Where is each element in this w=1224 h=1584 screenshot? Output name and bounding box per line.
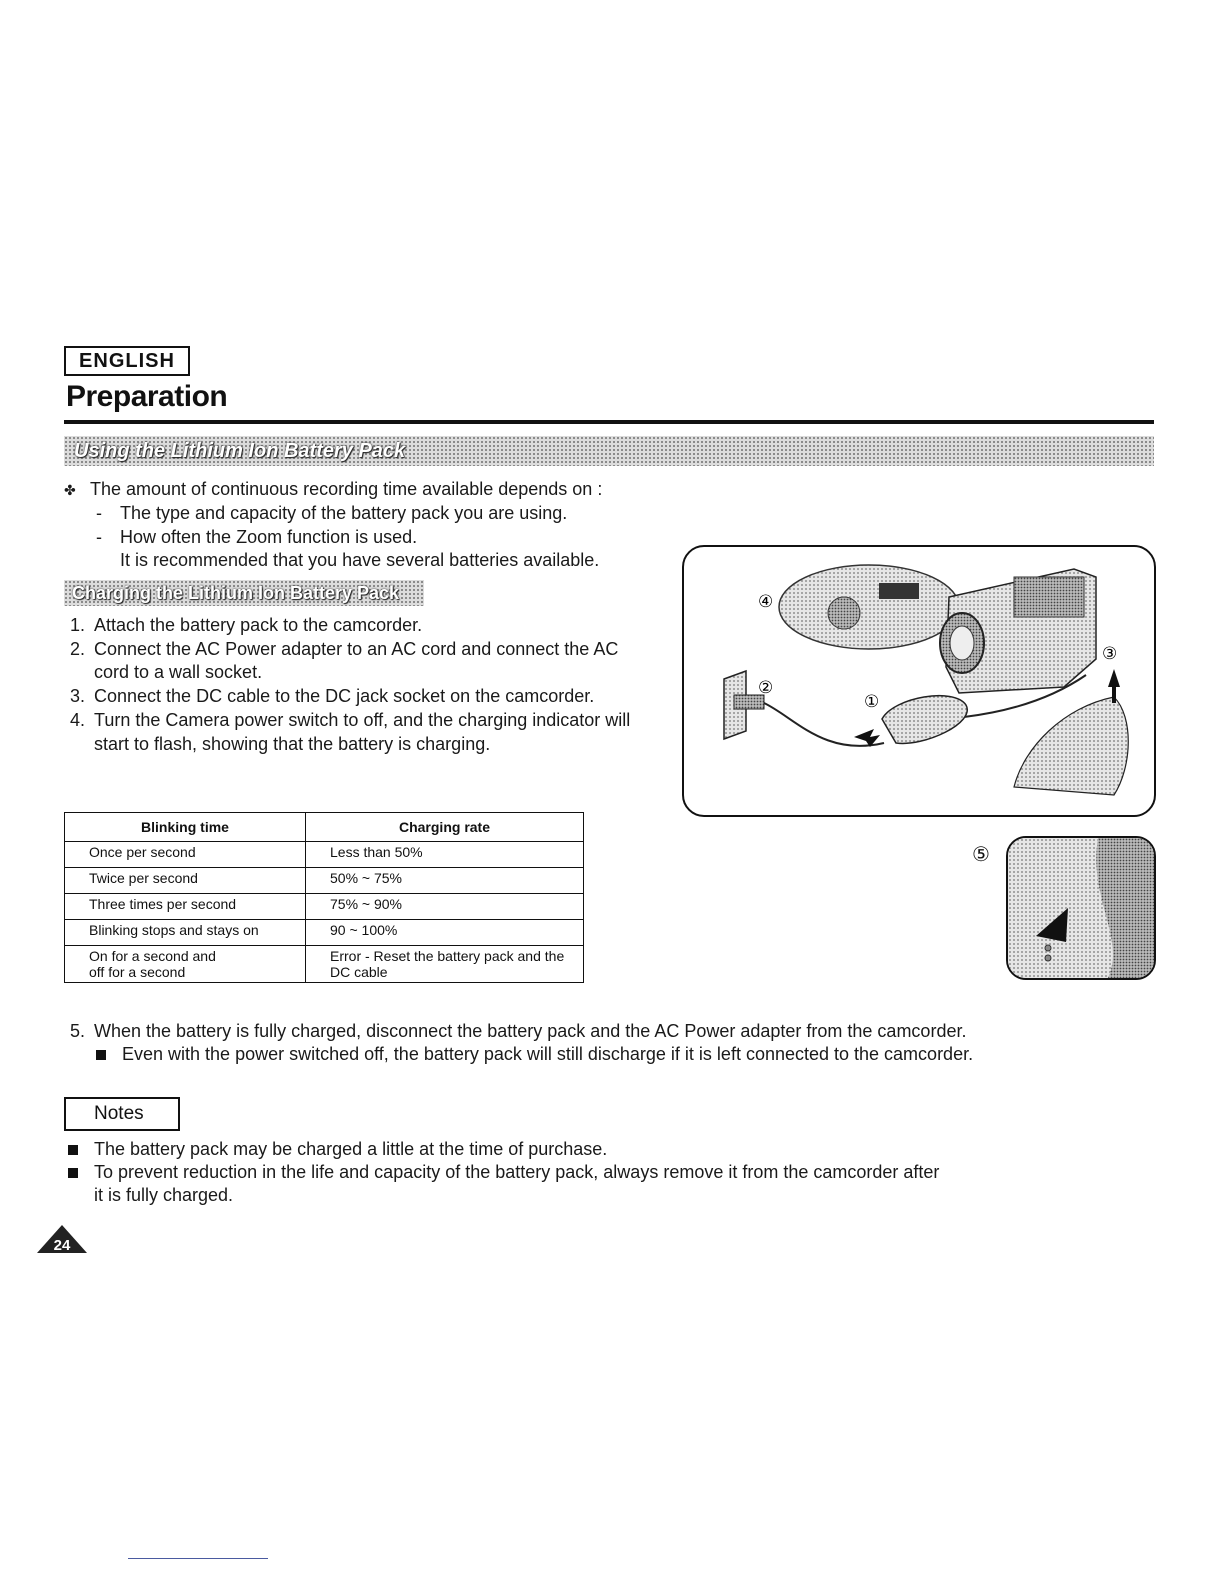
table-row	[65, 920, 584, 946]
note-item	[68, 1138, 607, 1160]
callout-1: ①	[864, 692, 880, 712]
square-bullet-icon	[96, 1050, 106, 1060]
subsection-title: Charging the Lithium Ion Battery Pack	[72, 583, 400, 603]
section-title: Using the Lithium Ion Battery Pack	[74, 440, 406, 462]
step-text: Connect the AC Power adapter to an AC cord and connect the AC	[94, 639, 619, 659]
table-cell: Three times per second	[65, 894, 306, 920]
table-cell: Twice per second	[65, 868, 306, 894]
camcorder-charging-diagram	[684, 547, 1154, 815]
step-number: 3.	[70, 686, 86, 706]
step-text: Attach the battery pack to the camcorder.	[94, 615, 423, 635]
callout-2: ②	[758, 678, 774, 698]
step-item	[70, 685, 594, 707]
step-item	[70, 709, 630, 731]
dash-bullet: -	[96, 503, 102, 523]
step-text: Turn the Camera power switch to off, and the charging indicator will	[94, 710, 631, 730]
battery-closeup	[1014, 697, 1128, 795]
page-number: 24	[53, 1237, 71, 1254]
dash-bullet: -	[96, 527, 102, 547]
step-text: When the battery is fully charged, disconnect the battery pack and the AC Power adapter from the camcorder.	[94, 1021, 967, 1041]
table-cell: Less than 50%	[306, 842, 584, 868]
step-number: 5.	[70, 1021, 86, 1041]
step-number: 2.	[70, 639, 86, 659]
table-cell: 75% ~ 90%	[306, 894, 584, 920]
title-rule	[64, 420, 1154, 424]
intro-item-text: How often the Zoom function is used.	[120, 527, 418, 547]
triangle-icon	[36, 1224, 88, 1254]
note-text: The battery pack may be charged a little at the time of purchase.	[94, 1139, 608, 1159]
table-header: Charging rate	[306, 813, 584, 842]
step5-note	[96, 1043, 973, 1065]
page-title: Preparation	[66, 380, 228, 413]
table-cell: 90 ~ 100%	[306, 920, 584, 946]
step-item	[70, 1020, 966, 1042]
power-switch-icon	[879, 583, 919, 599]
intro-item	[96, 502, 567, 524]
table-header-row	[65, 813, 584, 842]
step5-note-text: Even with the power switched off, the battery pack will still discharge if it is left connected to the camcorder.	[122, 1044, 974, 1064]
step-text: Connect the DC cable to the DC jack socket on the camcorder.	[94, 686, 595, 706]
footer-line	[128, 1558, 268, 1559]
charging-indicator-diagram	[1008, 838, 1154, 978]
intro-lead-text: The amount of continuous recording time available depends on :	[90, 479, 603, 499]
table-row	[65, 894, 584, 920]
callout-5: ⑤	[972, 842, 990, 866]
table-cell: 50% ~ 75%	[306, 868, 584, 894]
intro-item-text: The type and capacity of the battery pack you are using.	[120, 503, 568, 523]
square-bullet-icon	[68, 1168, 78, 1178]
intro-lead	[64, 478, 602, 501]
step-item	[70, 638, 618, 660]
notes-label-box	[64, 1097, 180, 1131]
language-label: ENGLISH	[64, 346, 190, 376]
callout-3: ③	[1102, 644, 1118, 664]
table-cell: Blinking stops and stays on	[65, 920, 306, 946]
table-row	[65, 868, 584, 894]
intro-item	[96, 526, 417, 548]
step-text-cont: start to flash, showing that the battery is charging.	[94, 734, 491, 754]
notes-label: Notes	[94, 1103, 144, 1124]
step-number: 4.	[70, 710, 86, 730]
table-cell: On for a second and off for a second	[65, 946, 306, 983]
note-item	[68, 1161, 939, 1183]
indicator-closeup	[1006, 836, 1156, 980]
page-number-badge	[36, 1224, 88, 1254]
intro-recommend: It is recommended that you have several batteries available.	[120, 550, 600, 570]
section-header	[64, 436, 1154, 466]
step-number: 1.	[70, 615, 86, 635]
note-text: To prevent reduction in the life and capacity of the battery pack, always remove it from the camcorder after	[94, 1162, 940, 1182]
table-cell: Error - Reset the battery pack and the DC cable	[306, 946, 584, 983]
charging-rate-table	[64, 812, 584, 983]
table-header: Blinking time	[65, 813, 306, 842]
subsection-header	[64, 580, 424, 606]
callout-4: ④	[758, 592, 774, 612]
step-text-cont: cord to a wall socket.	[94, 662, 263, 682]
table-row	[65, 946, 584, 983]
table-cell: Once per second	[65, 842, 306, 868]
table-row	[65, 842, 584, 868]
ac-adapter	[882, 696, 967, 744]
charging-illustration	[682, 545, 1156, 817]
switch-closeup	[779, 565, 959, 649]
note-text-cont: it is fully charged.	[94, 1185, 234, 1205]
diamond-bullet-icon: ✤	[64, 482, 76, 498]
step-item	[70, 614, 422, 636]
square-bullet-icon	[68, 1145, 78, 1155]
